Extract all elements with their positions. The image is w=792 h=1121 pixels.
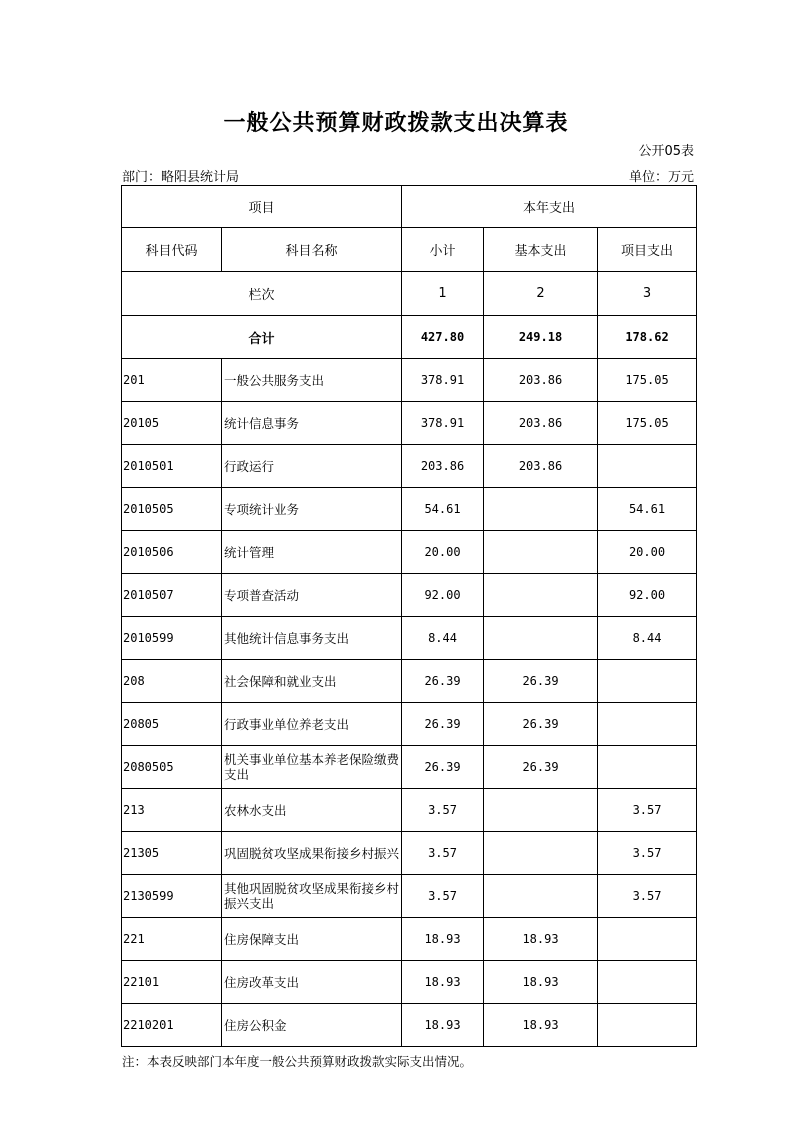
header-code: 科目代码 <box>122 228 222 272</box>
table-row <box>122 703 697 746</box>
row-project: 175.05 <box>598 402 697 445</box>
row-code: 2010599 <box>122 617 222 660</box>
row-basic <box>484 832 598 875</box>
row-basic: 26.39 <box>484 703 598 746</box>
form-number: 公开05表 <box>638 144 694 159</box>
row-basic: 18.93 <box>484 961 598 1004</box>
department-label: 部门：略阳县统计局 <box>122 170 240 185</box>
row-code: 2010506 <box>122 531 222 574</box>
row-subtotal: 18.93 <box>402 961 484 1004</box>
row-subtotal: 3.57 <box>402 832 484 875</box>
row-code: 20805 <box>122 703 222 746</box>
row-name: 统计管理 <box>222 531 402 574</box>
row-name: 其他巩固脱贫攻坚成果衔接乡村振兴支出 <box>222 875 402 918</box>
row-code: 208 <box>122 660 222 703</box>
row-code: 2080505 <box>122 746 222 789</box>
total-subtotal: 427.80 <box>402 316 484 359</box>
row-project: 175.05 <box>598 359 697 402</box>
header-item: 项目 <box>122 186 402 228</box>
header-col2: 2 <box>484 272 598 316</box>
table-row <box>122 531 697 574</box>
row-code: 2010505 <box>122 488 222 531</box>
row-subtotal: 8.44 <box>402 617 484 660</box>
row-basic <box>484 531 598 574</box>
row-name: 专项普查活动 <box>222 574 402 617</box>
row-name: 社会保障和就业支出 <box>222 660 402 703</box>
row-project: 3.57 <box>598 789 697 832</box>
row-subtotal: 54.61 <box>402 488 484 531</box>
row-project <box>598 918 697 961</box>
row-code: 20105 <box>122 402 222 445</box>
table-row <box>122 488 697 531</box>
row-name: 巩固脱贫攻坚成果衔接乡村振兴 <box>222 832 402 875</box>
row-name: 行政事业单位养老支出 <box>222 703 402 746</box>
row-name: 住房保障支出 <box>222 918 402 961</box>
row-code: 213 <box>122 789 222 832</box>
row-project: 92.00 <box>598 574 697 617</box>
table-row <box>122 961 697 1004</box>
row-name: 专项统计业务 <box>222 488 402 531</box>
row-basic: 26.39 <box>484 746 598 789</box>
table-row <box>122 875 697 918</box>
row-project: 8.44 <box>598 617 697 660</box>
row-project <box>598 703 697 746</box>
row-basic: 203.86 <box>484 359 598 402</box>
table-row <box>122 918 697 961</box>
row-subtotal: 3.57 <box>402 875 484 918</box>
table-row <box>122 574 697 617</box>
table-row <box>122 789 697 832</box>
page-title: 一般公共预算财政拨款支出决算表 <box>223 111 569 136</box>
row-project: 3.57 <box>598 875 697 918</box>
row-name: 行政运行 <box>222 445 402 488</box>
row-subtotal: 18.93 <box>402 1004 484 1047</box>
row-subtotal: 26.39 <box>402 660 484 703</box>
row-subtotal: 378.91 <box>402 359 484 402</box>
row-name: 住房公积金 <box>222 1004 402 1047</box>
row-name: 住房改革支出 <box>222 961 402 1004</box>
row-basic: 203.86 <box>484 445 598 488</box>
row-subtotal: 18.93 <box>402 918 484 961</box>
header-column-order: 栏次 <box>122 272 402 316</box>
row-project: 54.61 <box>598 488 697 531</box>
row-code: 2130599 <box>122 875 222 918</box>
row-code: 2210201 <box>122 1004 222 1047</box>
row-name: 一般公共服务支出 <box>222 359 402 402</box>
row-basic <box>484 617 598 660</box>
table-row <box>122 445 697 488</box>
row-basic: 18.93 <box>484 918 598 961</box>
row-project <box>598 660 697 703</box>
header-col1: 1 <box>402 272 484 316</box>
row-code: 2010501 <box>122 445 222 488</box>
row-subtotal: 26.39 <box>402 703 484 746</box>
row-subtotal: 92.00 <box>402 574 484 617</box>
table-row <box>122 359 697 402</box>
row-name: 统计信息事务 <box>222 402 402 445</box>
row-basic: 26.39 <box>484 660 598 703</box>
row-name: 农林水支出 <box>222 789 402 832</box>
expenditure-table <box>121 185 697 1047</box>
row-subtotal: 20.00 <box>402 531 484 574</box>
row-project <box>598 1004 697 1047</box>
row-basic: 203.86 <box>484 402 598 445</box>
row-subtotal: 3.57 <box>402 789 484 832</box>
row-code: 22101 <box>122 961 222 1004</box>
total-label: 合计 <box>122 316 402 359</box>
row-subtotal: 203.86 <box>402 445 484 488</box>
footnote: 注：本表反映部门本年度一般公共预算财政拨款实际支出情况。 <box>122 1054 473 1069</box>
header-project: 项目支出 <box>598 228 697 272</box>
row-project: 20.00 <box>598 531 697 574</box>
total-project: 178.62 <box>598 316 697 359</box>
table-row <box>122 1004 697 1047</box>
row-basic: 18.93 <box>484 1004 598 1047</box>
header-basic: 基本支出 <box>484 228 598 272</box>
table-row <box>122 660 697 703</box>
row-name: 其他统计信息事务支出 <box>222 617 402 660</box>
row-code: 21305 <box>122 832 222 875</box>
row-project <box>598 445 697 488</box>
row-basic <box>484 789 598 832</box>
row-basic <box>484 488 598 531</box>
table-row <box>122 617 697 660</box>
header-current-year: 本年支出 <box>402 186 697 228</box>
header-col3: 3 <box>598 272 697 316</box>
row-code: 221 <box>122 918 222 961</box>
total-basic: 249.18 <box>484 316 598 359</box>
unit-label: 单位：万元 <box>628 170 694 185</box>
row-name: 机关事业单位基本养老保险缴费支出 <box>222 746 402 789</box>
row-project: 3.57 <box>598 832 697 875</box>
header-name: 科目名称 <box>222 228 402 272</box>
row-basic <box>484 875 598 918</box>
row-project <box>598 961 697 1004</box>
row-code: 201 <box>122 359 222 402</box>
row-subtotal: 26.39 <box>402 746 484 789</box>
table-row <box>122 402 697 445</box>
row-code: 2010507 <box>122 574 222 617</box>
row-subtotal: 378.91 <box>402 402 484 445</box>
table-row <box>122 832 697 875</box>
row-basic <box>484 574 598 617</box>
header-subtotal: 小计 <box>402 228 484 272</box>
table-row <box>122 746 697 789</box>
row-project <box>598 746 697 789</box>
